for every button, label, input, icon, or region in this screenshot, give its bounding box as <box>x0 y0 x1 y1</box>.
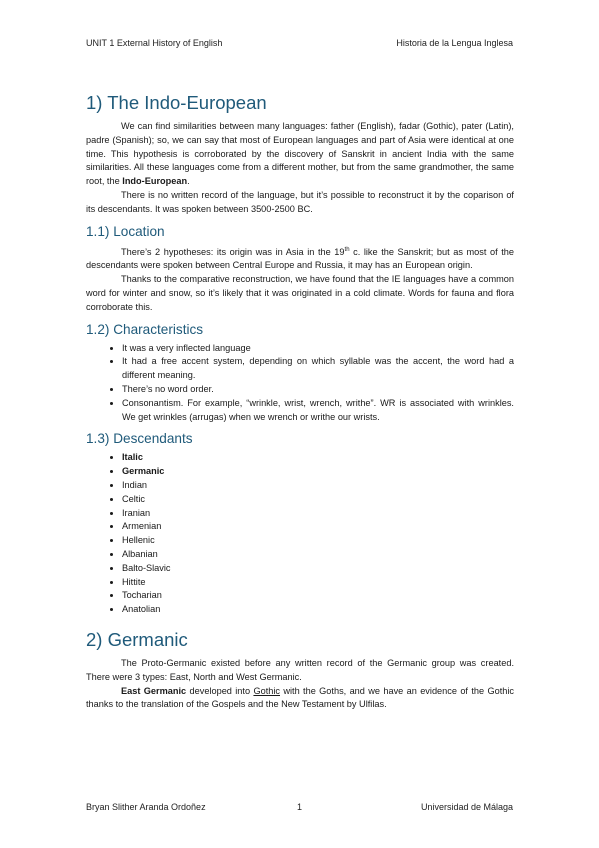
page-footer <box>86 802 513 812</box>
header-course-title: Historia de la Lengua Inglesa <box>396 38 513 48</box>
list-item: • There’s no word order. <box>122 383 514 397</box>
term-indo-european: Indo-European <box>122 176 188 187</box>
location-paragraph-1: There’s 2 hypotheses: its origin was in Asia in the 19th c. like the Sanskrit; but as most of the descendants were spoken between Central Europe and Russia, it may has an European origin. <box>86 246 514 271</box>
list-item: • Tocharian <box>122 589 514 603</box>
term-east-germanic: East Germanic <box>121 685 187 696</box>
section-2-paragraph-1: The Proto-Germanic existed before any written record of the Germanic group was created. There were 3 types: East, North and West Germanic. <box>86 657 514 682</box>
page-number: 1 <box>296 802 303 812</box>
list-item: • Indian <box>122 479 514 493</box>
list-item: • It was a very inflected language <box>122 342 514 356</box>
list-item: • Iranian <box>122 507 514 521</box>
section-1-paragraph-1: We can find similarities between many languages: father (English), fadar (Gothic), pater (Latin), padre (Spanish); so, we can say that most of European languages and part of Asia were identical at one time. This hypothesis is corroborated by the discovery of Sanskrit in ancient India with the same similarities. All these languages come from a different mother, but from the same grandmother, the same root, the Indo-European. <box>86 121 514 187</box>
section-2-heading: 2) Germanic <box>86 628 188 650</box>
footer-author: Bryan Slither Aranda Ordoñez <box>86 802 206 812</box>
location-heading: 1.1) Location <box>86 223 165 239</box>
list-item: • Italic <box>122 451 514 465</box>
list-item: • Consonantism. For example, “wrinkle, wrist, wrench, writhe”. WR is associated with wrinkles. We get wrinkles (arrugas) when we wrench or writhe our wrists. <box>122 397 514 425</box>
list-item: • It had a free accent system, depending on which syllable was the accent, the word had a different meaning. <box>122 355 514 383</box>
characteristics-heading: 1.2) Characteristics <box>86 321 204 337</box>
gothic-link[interactable]: Gothic <box>253 685 280 696</box>
list-item: • Armenian <box>122 520 514 534</box>
characteristics-list <box>86 342 514 425</box>
descendants-heading: 1.3) Descendants <box>86 431 193 447</box>
section-1-paragraph-2: There is no written record of the language, but it’s possible to reconstruct it by the coparison of its descendants. It was spoken between 3500-2500 BC. <box>86 189 514 214</box>
section-1-heading: 1) The Indo-European <box>86 92 267 113</box>
list-item: • Anatolian <box>122 603 514 617</box>
list-item: • Balto-Slavic <box>122 562 514 576</box>
list-item: • Hellenic <box>122 534 514 548</box>
section-2-paragraph-2: East Germanic developed into Gothic with the Goths, and we have an evidence of the Gothic thanks to the translation of the Gospels and the New Testament by Ulfilas. <box>86 685 515 710</box>
document-body <box>86 92 514 712</box>
list-item: • Albanian <box>122 548 514 562</box>
list-item: • Celtic <box>122 493 514 507</box>
location-paragraph-2: Thanks to the comparative reconstruction, we have found that the IE languages have a common word for winter and snow, so it’s likely that it was originated in a cold climate. Words for fauna and flora corroborate this. <box>86 274 514 312</box>
page-header <box>86 38 513 48</box>
list-item: • Hittite <box>122 576 514 590</box>
footer-university: Universidad de Málaga <box>420 802 513 812</box>
list-item: • Germanic <box>122 465 514 479</box>
header-unit-title: UNIT 1 External History of English <box>86 38 223 48</box>
descendants-list <box>86 451 514 617</box>
